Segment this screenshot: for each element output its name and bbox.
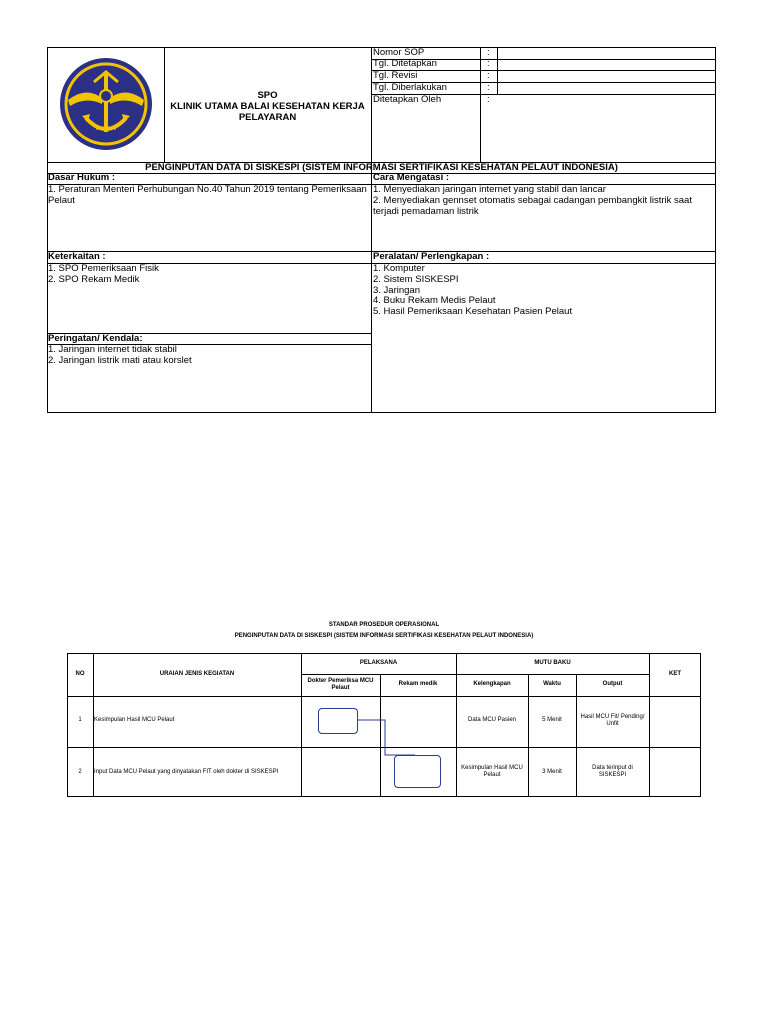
clinic-name-line1: KLINIK UTAMA BALAI KESEHATAN KERJA bbox=[170, 101, 365, 112]
col-header-dokter-2: Pelaut bbox=[331, 685, 350, 691]
col-header-uraian: URAIAN JENIS KEGIATAN bbox=[159, 671, 235, 677]
col-header-kelengkapan: Kelengkapan bbox=[473, 681, 511, 687]
info-sep: : bbox=[487, 70, 490, 81]
col-header-output: Output bbox=[602, 681, 623, 687]
logo bbox=[56, 54, 156, 154]
keterkaitan-item: 1. SPO Pemeriksaan Fisik bbox=[48, 263, 159, 274]
col-header-rekam-medik: Rekam medik bbox=[398, 681, 438, 687]
info-sep: : bbox=[487, 58, 490, 69]
col-header-waktu: Waktu bbox=[543, 681, 561, 687]
keterkaitan-heading: Keterkaitan : bbox=[48, 251, 106, 262]
row-2-no: 2 bbox=[78, 769, 82, 775]
spo-label: SPO bbox=[257, 90, 278, 101]
clinic-name-line2: PELAYARAN bbox=[238, 112, 297, 123]
info-label-nomor-sop: Nomor SOP bbox=[373, 47, 425, 58]
dasar-hukum-heading: Dasar Hukum : bbox=[48, 172, 116, 183]
info-sep: : bbox=[487, 94, 490, 105]
col-header-mutu-baku: MUTU BAKU bbox=[534, 660, 571, 666]
row-2-uraian: Input Data MCU Pelaut yang dinyatakan FIT oleh dokter di SISKESPI bbox=[94, 769, 279, 775]
peralatan-item: 1. Komputer bbox=[373, 263, 425, 274]
peralatan-item: 5. Hasil Pemeriksaan Kesehatan Pasien Pelaut bbox=[373, 306, 573, 317]
info-sep: : bbox=[487, 47, 490, 58]
divider bbox=[528, 674, 529, 797]
procedure-subtitle: PENGINPUTAN DATA DI SISKESPI (SISTEM INFORMASI SERTIFIKASI KESEHATAN PELAUT INDONESIA) bbox=[234, 633, 534, 639]
divider bbox=[301, 674, 649, 675]
keterkaitan-item: 2. SPO Rekam Medik bbox=[48, 274, 140, 285]
document-title: PENGINPUTAN DATA DI SISKESPI (SISTEM INFORMASI SERTIFIKASI KESEHATAN PELAUT INDONESIA) bbox=[145, 162, 618, 173]
flow-connector bbox=[355, 718, 435, 758]
row-1-output: Hasil MCU Fit/ Pending/ bbox=[580, 714, 645, 720]
col-header-pelaksana: PELAKSANA bbox=[359, 660, 398, 666]
row-1-uraian: Kesimpulan Hasil MCU Pelaut bbox=[94, 717, 175, 723]
flow-box-dokter bbox=[318, 708, 358, 734]
peralatan-item: 3. Jaringan bbox=[373, 285, 421, 296]
peralatan-item: 4. Buku Rekam Medis Pelaut bbox=[373, 295, 496, 306]
info-label-tgl-revisi: Tgl. Revisi bbox=[373, 70, 418, 81]
row-2-waktu: 3 Menit bbox=[542, 769, 562, 775]
kemenhub-logo-icon bbox=[56, 54, 156, 154]
info-label-ditetapkan-oleh: Ditetapkan Oleh bbox=[373, 94, 442, 105]
cara-mengatasi-heading: Cara Mengatasi : bbox=[373, 172, 450, 183]
divider bbox=[480, 47, 481, 162]
info-label-tgl-diberlakukan: Tgl. Diberlakukan bbox=[373, 82, 447, 93]
flow-box-rekam-medik bbox=[394, 755, 441, 788]
col-header-ket: KET bbox=[669, 671, 681, 677]
col-header-no: NO bbox=[75, 671, 85, 677]
row-2-output: Data terinput di bbox=[592, 765, 633, 771]
divider bbox=[371, 47, 372, 413]
peringatan-item: 2. Jaringan listrik mati atau korslet bbox=[48, 355, 192, 366]
procedure-title: STANDAR PROSEDUR OPERASIONAL bbox=[328, 622, 440, 628]
divider bbox=[371, 70, 716, 71]
info-sep: : bbox=[487, 82, 490, 93]
info-label-tgl-ditetapkan: Tgl. Ditetapkan bbox=[373, 58, 437, 69]
col-header-dokter: Dokter Pemeriksa MCU bbox=[307, 678, 374, 684]
dasar-hukum-line: 1. Peraturan Menteri Perhubungan No.40 Tahun 2019 tentang Pemeriksaan bbox=[48, 184, 367, 195]
cara-mengatasi-line: terjadi pemadaman listrik bbox=[373, 206, 479, 217]
divider bbox=[67, 696, 701, 697]
cara-mengatasi-line: 2. Menyediakan gennset otomatis sebagai cadangan pembangkit listrik saat bbox=[373, 195, 692, 206]
peralatan-item: 2. Sistem SISKESPI bbox=[373, 274, 459, 285]
dasar-hukum-line: Pelaut bbox=[48, 195, 75, 206]
cara-mengatasi-line: 1. Menyediakan jaringan internet yang stabil dan lancar bbox=[373, 184, 606, 195]
row-2-kelengkapan-2: Pelaut bbox=[483, 772, 501, 778]
peringatan-item: 1. Jaringan internet tidak stabil bbox=[48, 344, 177, 355]
row-1-output-2: Unfit bbox=[606, 721, 619, 727]
row-1-kelengkapan: Data MCU Pasien bbox=[467, 717, 517, 723]
peralatan-heading: Peralatan/ Perlengkapan : bbox=[373, 251, 490, 262]
row-1-no: 1 bbox=[78, 717, 82, 723]
row-2-output-2: SISKESPI bbox=[598, 772, 627, 778]
row-1-waktu: 5 Menit bbox=[542, 717, 562, 723]
row-2-kelengkapan: Kesimpulan Hasil MCU bbox=[461, 765, 523, 771]
peringatan-heading: Peringatan/ Kendala: bbox=[48, 333, 143, 344]
